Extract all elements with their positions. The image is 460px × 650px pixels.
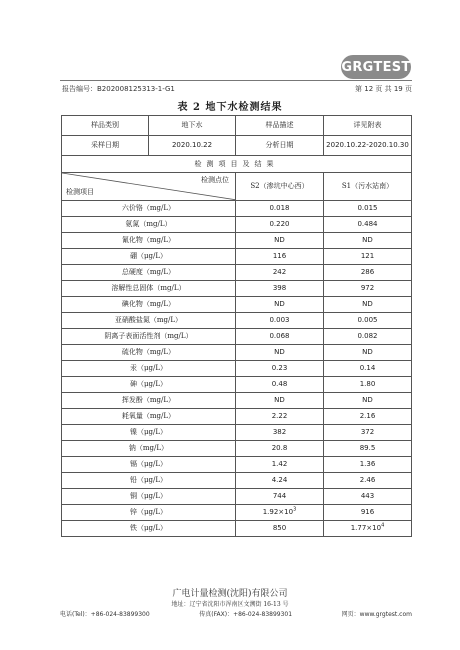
table-title: 表 2 地下水检测结果 (177, 102, 283, 113)
sampling-date-value: 2020.10.22 (149, 136, 236, 156)
value-s1-base: 89.5 (359, 444, 376, 452)
item-name: 总硬度（mg/L） (62, 265, 236, 281)
column-s2-header: S2（渗坑中心西） (236, 173, 324, 201)
value-s1-base: 0.484 (357, 220, 378, 228)
table-row (62, 281, 412, 297)
value-s2 (236, 473, 324, 489)
value-s1-base: 286 (360, 268, 375, 276)
value-s1-base: 2.46 (359, 476, 376, 484)
value-s2 (236, 233, 324, 249)
item-name: 铜（μg/L） (62, 489, 236, 505)
grgtest-logo: GRGTEST (341, 55, 411, 79)
value-s2-base: 4.24 (271, 476, 288, 484)
section-row (62, 156, 412, 173)
value-s2 (236, 505, 324, 521)
value-s1-base: 121 (360, 252, 375, 260)
table-row (62, 297, 412, 313)
value-s1-base: 0.015 (357, 204, 378, 212)
table-row (62, 217, 412, 233)
table-row (62, 425, 412, 441)
value-s1 (324, 233, 412, 249)
table-row (62, 345, 412, 361)
value-s1-base: 1.36 (359, 460, 376, 468)
page-number: 第 12 页 共 19 页 (355, 85, 412, 93)
table-row (62, 393, 412, 409)
value-s2 (236, 441, 324, 457)
item-name: 砷（μg/L） (62, 377, 236, 393)
date-info-row (62, 136, 412, 156)
value-s2-base: 0.220 (269, 220, 290, 228)
sample-info-row (62, 116, 412, 136)
section-title: 检测项目及结果 (62, 156, 412, 173)
value-s2-base: ND (274, 348, 285, 356)
footer-contact (60, 609, 412, 618)
value-s2 (236, 249, 324, 265)
sample-desc-label: 样品描述 (236, 116, 324, 136)
point-label: 检测点位 (201, 176, 229, 184)
value-s1-base: 0.082 (357, 332, 378, 340)
value-s1 (324, 329, 412, 345)
item-name: 硫化物（mg/L） (62, 345, 236, 361)
table-row (62, 409, 412, 425)
value-s1-base: 443 (360, 492, 375, 500)
value-s1-base: 0.005 (357, 316, 378, 324)
item-name: 镍（μg/L） (62, 425, 236, 441)
value-s1-base: ND (362, 396, 373, 404)
value-s2-base: 0.48 (271, 380, 288, 388)
value-s2 (236, 489, 324, 505)
value-s1 (324, 281, 412, 297)
item-name: 溶解性总固体（mg/L） (62, 281, 236, 297)
table-row (62, 441, 412, 457)
item-label: 检测项目 (66, 188, 94, 196)
value-s1 (324, 297, 412, 313)
report-number: 报告编号：B202008125313-1-G1 (62, 85, 175, 93)
value-s1 (324, 361, 412, 377)
value-s1 (324, 217, 412, 233)
footer-web: 网页：www.grgtest.com (341, 611, 412, 618)
value-s2-base: 20.8 (271, 444, 288, 452)
item-name: 锌（μg/L） (62, 505, 236, 521)
table-row (62, 473, 412, 489)
item-name: 铁（μg/L） (62, 521, 236, 537)
item-name: 挥发酚（mg/L） (62, 393, 236, 409)
value-s2 (236, 345, 324, 361)
table-row (62, 361, 412, 377)
sample-type-value: 地下水 (149, 116, 236, 136)
value-s1 (324, 473, 412, 489)
value-s2-base: 0.23 (271, 364, 288, 372)
value-s1 (324, 201, 412, 217)
item-name: 耗氧量（mg/L） (62, 409, 236, 425)
value-s2 (236, 217, 324, 233)
value-s2-base: 850 (272, 524, 287, 532)
value-s2-base: 744 (272, 492, 287, 500)
item-name: 六价铬（mg/L） (62, 201, 236, 217)
value-s1 (324, 313, 412, 329)
value-s2-base: ND (274, 236, 285, 244)
value-s2 (236, 297, 324, 313)
value-s1-base: 916 (360, 508, 375, 516)
footer-tel: 电话(Tel)：+86-024-83899300 (60, 611, 150, 618)
table-row (62, 505, 412, 521)
item-name: 汞（μg/L） (62, 361, 236, 377)
footer-company: 广电计量检测(沈阳)有限公司 (172, 589, 288, 599)
footer-address: 地址：辽宁省沈阳市浑南区文溯街 16-13 号 (171, 601, 289, 608)
value-s2 (236, 377, 324, 393)
value-s1 (324, 489, 412, 505)
item-name: 钠（mg/L） (62, 441, 236, 457)
results-table (61, 115, 412, 537)
item-name: 铅（μg/L） (62, 473, 236, 489)
value-s2 (236, 329, 324, 345)
value-s2-base: 0.068 (269, 332, 290, 340)
data-rows (62, 201, 412, 537)
value-s1 (324, 505, 412, 521)
value-s2 (236, 313, 324, 329)
analysis-date-label: 分析日期 (236, 136, 324, 156)
value-s1 (324, 441, 412, 457)
value-s2-base: 242 (272, 268, 287, 276)
value-s1 (324, 265, 412, 281)
value-s2-base: 398 (272, 284, 287, 292)
table-row (62, 377, 412, 393)
value-s1 (324, 377, 412, 393)
sample-type-label: 样品类别 (62, 116, 149, 136)
value-s2-base: 2.22 (271, 412, 288, 420)
value-s2-base: ND (274, 300, 285, 308)
value-s1-exponent: 4 (381, 522, 385, 529)
item-name: 硼（μg/L） (62, 249, 236, 265)
value-s2-base: 382 (272, 428, 287, 436)
column-s1-header: S1（污水站南） (324, 173, 412, 201)
value-s1 (324, 457, 412, 473)
table-row (62, 201, 412, 217)
table-row (62, 265, 412, 281)
value-s2 (236, 521, 324, 537)
table-row (62, 329, 412, 345)
table-row (62, 457, 412, 473)
value-s2 (236, 201, 324, 217)
sample-desc-value: 详见附表 (324, 116, 412, 136)
value-s1 (324, 409, 412, 425)
item-name: 镉（μg/L） (62, 457, 236, 473)
table-row (62, 233, 412, 249)
value-s2-base: ND (274, 396, 285, 404)
value-s1 (324, 521, 412, 537)
table-row (62, 313, 412, 329)
diagonal-header-cell (62, 173, 236, 201)
table-row (62, 521, 412, 537)
value-s1-base: 0.14 (359, 364, 376, 372)
value-s2-base: 116 (272, 252, 287, 260)
value-s2 (236, 361, 324, 377)
table-row (62, 489, 412, 505)
value-s2 (236, 409, 324, 425)
value-s2 (236, 281, 324, 297)
value-s2 (236, 425, 324, 441)
analysis-date-value: 2020.10.22-2020.10.30 (324, 136, 412, 156)
header-rule (60, 80, 412, 81)
value-s1 (324, 425, 412, 441)
value-s1 (324, 393, 412, 409)
value-s2-base: 0.018 (269, 204, 290, 212)
value-s1-base: ND (362, 348, 373, 356)
value-s2-base: 1.92×10 (262, 508, 294, 516)
footer-fax: 传真(FAX)：+86-024-83899301 (199, 611, 293, 618)
value-s2-exponent: 3 (293, 506, 297, 513)
table-row (62, 249, 412, 265)
value-s2 (236, 265, 324, 281)
value-s1 (324, 345, 412, 361)
value-s1-base: 372 (360, 428, 375, 436)
value-s1-base: 1.77×10 (350, 524, 382, 532)
column-header-row (62, 173, 412, 201)
item-name: 阴离子表面活性剂（mg/L） (62, 329, 236, 345)
sampling-date-label: 采样日期 (62, 136, 149, 156)
value-s1 (324, 249, 412, 265)
value-s2 (236, 393, 324, 409)
item-name: 氰化物（mg/L） (62, 233, 236, 249)
value-s1-base: 972 (360, 284, 375, 292)
value-s1-base: ND (362, 300, 373, 308)
item-name: 碘化物（mg/L） (62, 297, 236, 313)
item-name: 氨氮（mg/L） (62, 217, 236, 233)
value-s2 (236, 457, 324, 473)
item-name: 亚硝酸盐氮（mg/L） (62, 313, 236, 329)
value-s1-base: ND (362, 236, 373, 244)
value-s2-base: 1.42 (271, 460, 288, 468)
value-s1-base: 2.16 (359, 412, 376, 420)
value-s1-base: 1.80 (359, 380, 376, 388)
value-s2-base: 0.003 (269, 316, 290, 324)
